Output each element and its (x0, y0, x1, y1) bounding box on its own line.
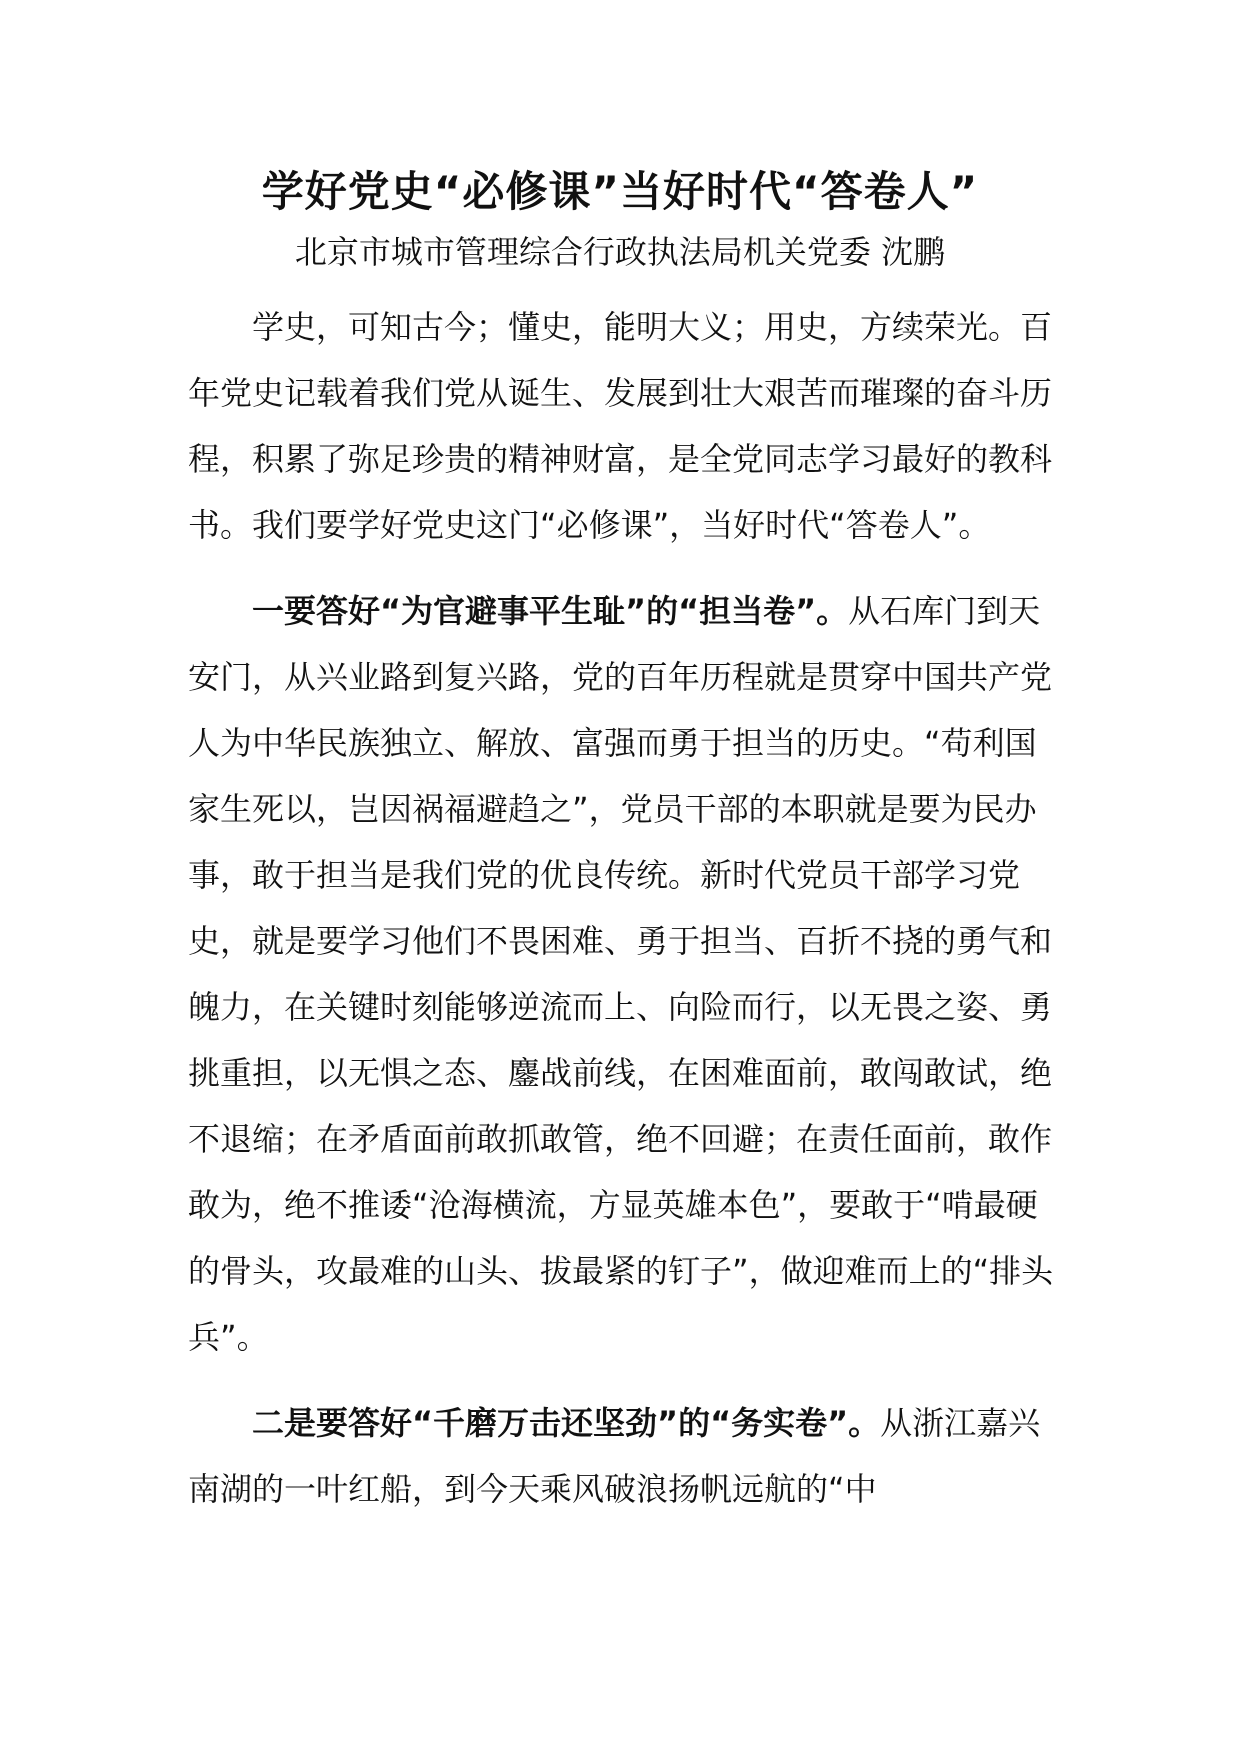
paragraph-second-point (188, 1390, 1068, 1522)
paragraph-lead: 一要答好“为官避事平生耻”的“担当卷”。 (252, 592, 849, 630)
paragraph-first-point (188, 578, 1068, 1370)
paragraph-text: 从浙江嘉兴南湖的一叶红船，到今天乘风破浪扬帆远航的“中 (188, 1404, 1041, 1508)
author-line: 北京市城市管理综合行政执法局机关党委 沈鹏 (294, 233, 946, 271)
paragraph-text: 学史，可知古今；懂史，能明大义；用史，方续荣光。百年党史记载着我们党从诞生、发展到壮大艰苦而璀璨的奋斗历程，积累了弥足珍贵的精神财富，是全党同志学习最好的教科书。我们要学好党史这门“必修课”，当好时代“答卷人”。 (188, 308, 1053, 544)
paragraph-text: 从石库门到天安门，从兴业路到复兴路，党的百年历程就是贯穿中国共产党人为中华民族独立、解放、富强而勇于担当的历史。“苟利国家生死以，岂因祸福避趋之”，党员干部的本职就是要为民办事，敢于担当是我们党的优良传统。新时代党员干部学习党史，就是要学习他们不畏困难、勇于担当、百折不挠的勇气和魄力，在关键时刻能够逆流而上、向险而行，以无畏之姿、勇挑重担，以无惧之态、鏖战前线，在困难面前，敢闯敢试，绝不退缩；在矛盾面前敢抓敢管，绝不回避；在责任面前，敢作敢为，绝不推诿“沧海横流，方显英雄本色”，要敢于“啃最硬的骨头，攻最难的山头、拔最紧的钉子”，做迎难而上的“排头兵”。 (188, 592, 1054, 1356)
paragraph-intro (188, 294, 1068, 558)
paragraph-lead: 二是要答好“千磨万击还坚劲”的“务实卷”。 (252, 1404, 881, 1442)
document-title: 学好党史“必修课”当好时代“答卷人” (261, 167, 979, 216)
document-body (188, 294, 1068, 1542)
